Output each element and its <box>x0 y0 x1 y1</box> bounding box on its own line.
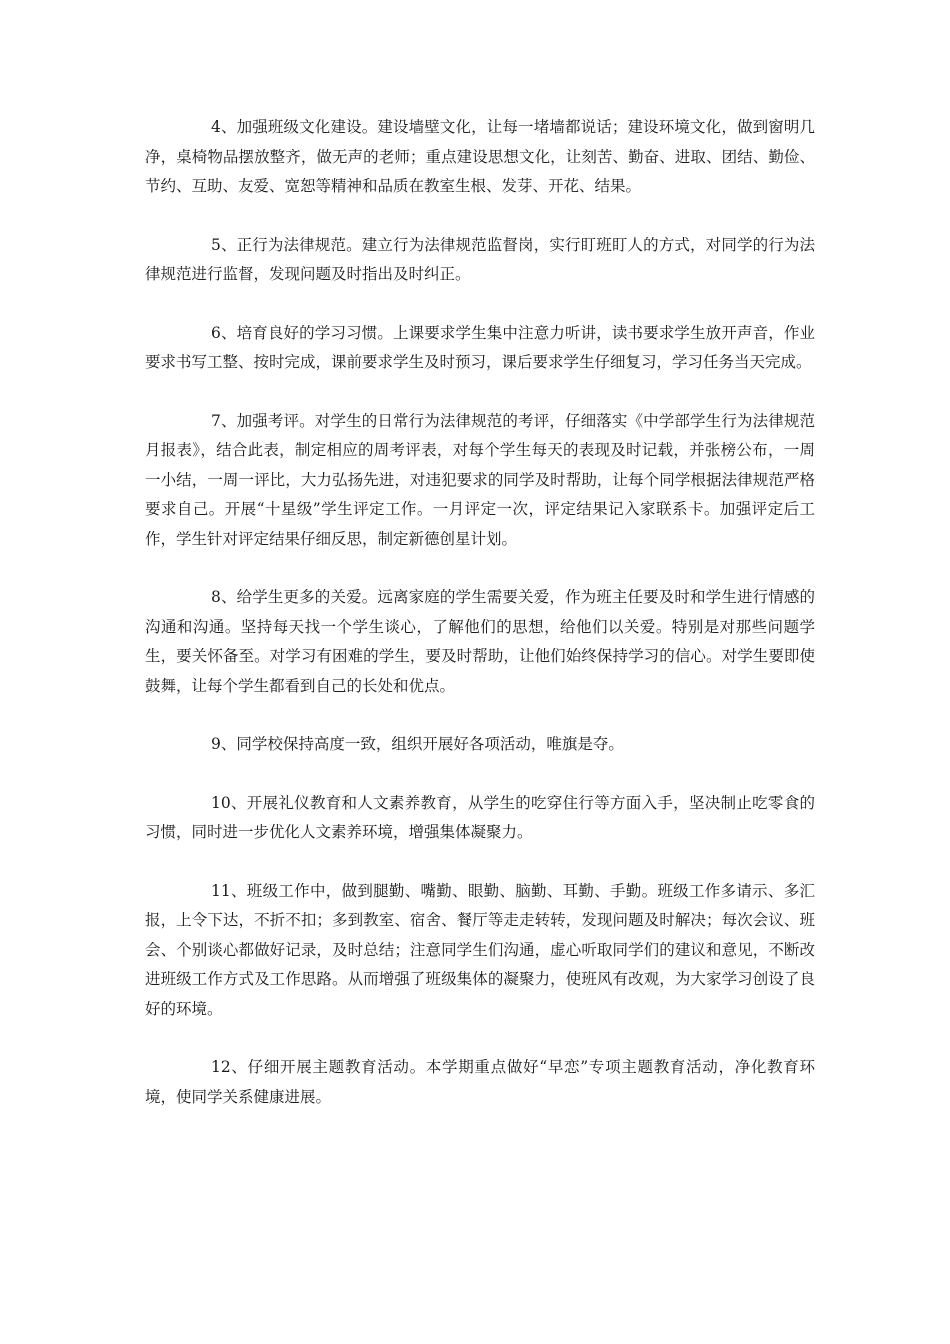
paragraph-item-9: 9、同学校保持高度一致，组织开展好各项活动，唯旗是夺。 <box>211 735 624 753</box>
paragraph-item-4: 4、加强班级文化建设。建设墙壁文化，让每一堵墙都说话；建设环境文化，做到窗明几净，桌椅物品摆放整齐，做无声的老师；重点建设思想文化，让刻苦、勤奋、进取、团结、勤俭、节约、互助、友爱、宽恕等精神和品质在教室生根、发芽、开花、结果。 <box>145 118 815 195</box>
paragraph-item-11: 11、班级工作中，做到腿勤、嘴勤、眼勤、脑勤、耳勤、手勤。班级工作多请示、多汇报，上令下达，不折不扣；多到教室、宿舍、餐厅等走走转转，发现问题及时解决；每次会议、班会、个别谈心都做好记录，及时总结；注意同学生们沟通，虚心听取同学们的建议和意见，不断改进班级工作方式及工作思路。从而增强了班级集体的凝聚力，使班风有改观，为大家学习创设了良好的环境。 <box>145 881 815 1018</box>
document-body <box>145 113 815 1141</box>
paragraph-item-7: 7、加强考评。对学生的日常行为法律规范的考评，仔细落实《中学部学生行为法律规范月报表》，结合此表，制定相应的周考评表，对每个学生每天的表现及时记载，并张榜公布，一周一小结，一周一评比，大力弘扬先进，对违犯要求的同学及时帮助，让每个同学根据法律规范严格要求自己。开展“十星级”学生评定工作。一月评定一次，评定结果记入家联系卡。加强评定后工作，学生针对评定结果仔细反思，制定新德创星计划。 <box>145 411 815 548</box>
paragraph-item-12: 12、仔细开展主题教育活动。本学期重点做好“早恋”专项主题教育活动，净化教育环境，使同学关系健康进展。 <box>145 1058 815 1106</box>
paragraph-item-10: 10、开展礼仪教育和人文素养教育，从学生的吃穿住行等方面入手，坚决制止吃零食的习惯，同时进一步优化人文素养环境，增强集体凝聚力。 <box>145 793 815 841</box>
paragraph-item-6: 6、培育良好的学习习惯。上课要求学生集中注意力听讲，读书要求学生放开声音，作业要求书写工整、按时完成，课前要求学生及时预习，课后要求学生仔细复习，学习任务当天完成。 <box>145 323 815 371</box>
paragraph-item-5: 5、正行为法律规范。建立行为法律规范监督岗，实行盯班盯人的方式，对同学的行为法律规范进行监督，发现问题及时指出及时纠正。 <box>145 235 815 283</box>
paragraph-item-8: 8、给学生更多的关爱。远离家庭的学生需要关爱，作为班主任要及时和学生进行情感的沟通和沟通。坚持每天找一个学生谈心，了解他们的思想，给他们以关爱。特别是对那些问题学生，要关怀备至。对学习有困难的学生，要及时帮助，让他们始终保持学习的信心。对学生要即使鼓舞，让每个学生都看到自己的长处和优点。 <box>145 588 815 695</box>
